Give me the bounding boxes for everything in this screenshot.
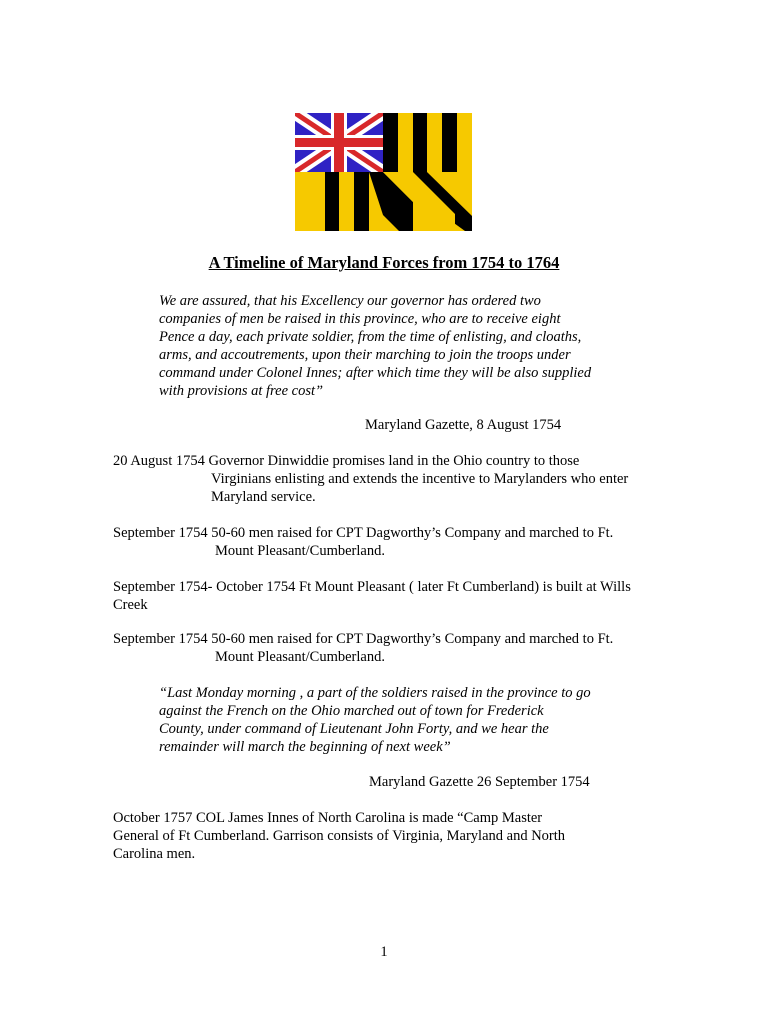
entry-line: Creek — [113, 597, 148, 613]
entry-line: General of Ft Cumberland. Garrison consists of Virginia, Maryland and North — [113, 828, 566, 844]
quote-line: County, under command of Lieutenant John Forty, and we hear the — [159, 721, 549, 737]
entry-line: Mount Pleasant/Cumberland. — [215, 649, 385, 665]
quote-line: against the French on the Ohio marched out of town for Frederick — [159, 703, 544, 719]
entry-line: Mount Pleasant/Cumberland. — [215, 543, 385, 559]
quote-line: command under Colonel Innes; after which time they will be also supplied — [159, 365, 592, 381]
quote-line: Pence a day, each private soldier, from the time of enlisting, and cloaths, — [159, 329, 582, 345]
entry-line: Carolina men. — [113, 846, 196, 862]
quote-citation: Maryland Gazette, 8 August 1754 — [365, 417, 562, 433]
page-number: 1 — [380, 944, 388, 960]
quote-line: “Last Monday morning , a part of the soldiers raised in the province to go — [159, 685, 591, 701]
entry-line: September 1754 50-60 men raised for CPT Dagworthy’s Company and marched to Ft. — [113, 631, 614, 647]
entry-line: Virginians enlisting and extends the incentive to Marylanders who enter — [211, 471, 629, 487]
union-jack-canton — [295, 113, 383, 172]
entry-line: September 1754 50-60 men raised for CPT Dagworthy’s Company and marched to Ft. — [113, 525, 614, 541]
entry-line: Maryland service. — [211, 489, 316, 505]
quote-line: arms, and accoutrements, upon their marching to join the troops under — [159, 347, 571, 363]
quote-line: We are assured, that his Excellency our governor has ordered two — [159, 293, 541, 309]
quote-line: companies of men be raised in this province, who are to receive eight — [159, 311, 561, 327]
entry-line: 20 August 1754 Governor Dinwiddie promises land in the Ohio country to those — [113, 453, 580, 469]
entry-line: October 1757 COL James Innes of North Carolina is made “Camp Master — [113, 810, 543, 826]
quote-citation: Maryland Gazette 26 September 1754 — [369, 774, 590, 790]
quote-line: remainder will march the beginning of next week” — [159, 739, 451, 755]
entry-line: September 1754- October 1754 Ft Mount Pleasant ( later Ft Cumberland) is built at Wills — [113, 579, 631, 595]
maryland-provincial-flag-icon — [295, 113, 472, 231]
quote-line: with provisions at free cost” — [159, 383, 324, 399]
page-title: A Timeline of Maryland Forces from 1754 to 1764 — [208, 253, 560, 272]
